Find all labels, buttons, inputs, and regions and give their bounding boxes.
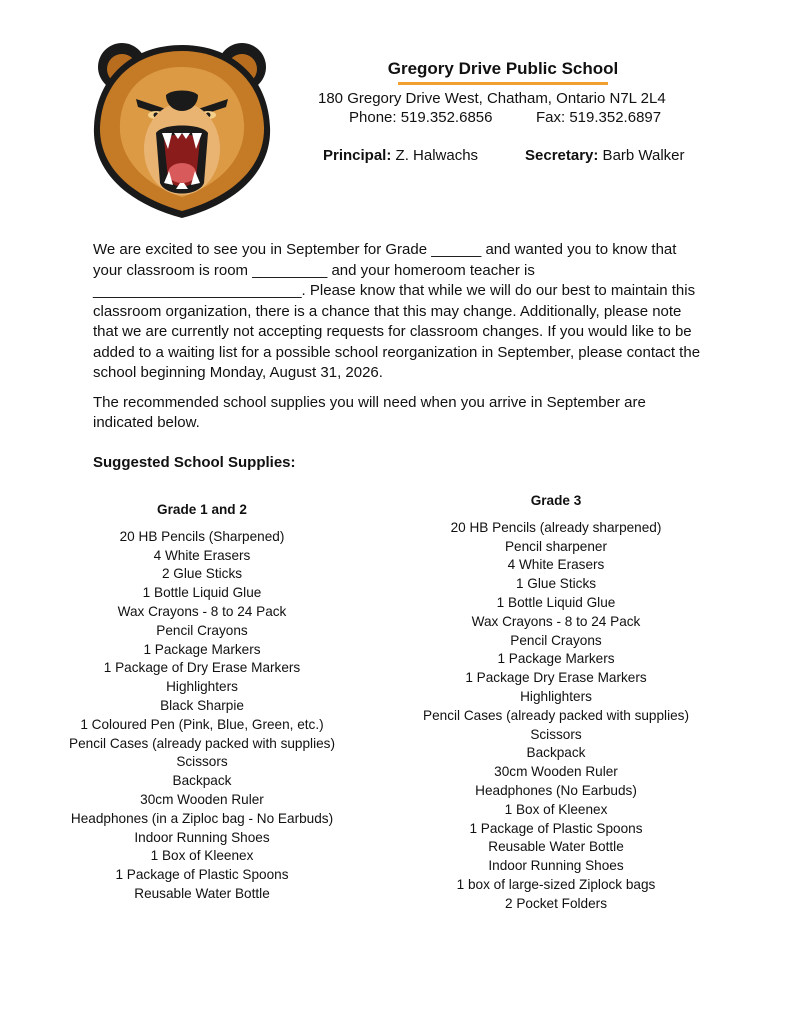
letter-paragraph-1: We are excited to see you in September for Grade ______ and wanted you to know that your classroom is room _________ and your homeroom teacher is _________________________. Please know that while we will do our best to maintain this classroom organization, there is a chance that this may change. Additionally, please note that we are currently not accepting requests for classroom changes. If you would like to be added to a waiting list for a possible school reorganization in September, please contact the school beginning Monday, August 31, 2026. — [93, 241, 701, 381]
supply-item: Pencil sharpener — [504, 538, 607, 554]
supply-item: 4 White Erasers — [507, 557, 605, 573]
supply-item: Scissors — [530, 726, 582, 742]
supply-item: Headphones (in a Ziploc bag - No Earbuds) — [70, 810, 334, 826]
supply-item: 4 White Erasers — [153, 547, 251, 563]
supply-item: Headphones (No Earbuds) — [475, 782, 637, 798]
grade-3-supplies — [406, 492, 706, 914]
bear-mascot-icon — [92, 37, 272, 219]
secretary-name: Barb Walker — [598, 147, 685, 164]
supply-item: Pencil Crayons — [156, 622, 248, 638]
letter-body — [93, 240, 705, 443]
supply-item: 1 Box of Kleenex — [150, 848, 254, 864]
supply-item: 1 Bottle Liquid Glue — [496, 594, 616, 610]
supply-item: Highlighters — [166, 679, 238, 695]
grade-3-title: Grade 3 — [530, 493, 582, 508]
supply-item: 1 Coloured Pen (Pink, Blue, Green, etc.) — [80, 716, 324, 732]
supply-item: Reusable Water Bottle — [488, 839, 624, 855]
supply-item: 2 Glue Sticks — [161, 566, 243, 582]
grade-1-2-title: Grade 1 and 2 — [157, 502, 247, 517]
grade-1-2-supplies — [52, 501, 352, 904]
supply-item: 2 Pocket Folders — [505, 895, 607, 911]
principal-name: Z. Halwachs — [391, 147, 479, 164]
supply-item: 20 HB Pencils (already sharpened) — [450, 519, 662, 535]
supply-item: 1 Package Dry Erase Markers — [465, 670, 647, 686]
fax-number: Fax: 519.352.6897 — [536, 109, 662, 126]
supply-item: Wax Crayons - 8 to 24 Pack — [471, 613, 641, 629]
supply-item: 30cm Wooden Ruler — [494, 764, 618, 780]
supply-item: 20 HB Pencils (Sharpened) — [119, 528, 285, 544]
supply-item: 30cm Wooden Ruler — [140, 791, 264, 807]
title-underline — [398, 82, 608, 85]
supply-item: 1 Package Markers — [497, 651, 615, 667]
supply-item: Backpack — [172, 773, 232, 789]
supply-item: Reusable Water Bottle — [134, 885, 270, 901]
secretary-line — [525, 147, 685, 164]
supply-item: 1 Package of Plastic Spoons — [115, 867, 289, 883]
supply-item: Highlighters — [520, 688, 592, 704]
supply-item: 1 box of large-sized Ziplock bags — [456, 876, 656, 892]
supply-item: Pencil Cases (already packed with supplies) — [69, 735, 335, 751]
supply-item: Scissors — [176, 754, 228, 770]
supply-item: Pencil Cases (already packed with supplies) — [423, 707, 689, 723]
supplies-heading: Suggested School Supplies: — [93, 454, 296, 471]
letter-paragraph-2: The recommended school supplies you will need when you arrive in September are indicated below. — [93, 393, 646, 431]
supply-item: 1 Box of Kleenex — [504, 801, 608, 817]
phone-number: Phone: 519.352.6856 — [349, 109, 493, 126]
supply-item: 1 Package of Dry Erase Markers — [103, 660, 301, 676]
school-address: 180 Gregory Drive West, Chatham, Ontario N7L 2L4 — [318, 90, 666, 107]
principal-line — [323, 147, 478, 164]
supply-item: 1 Package Markers — [143, 641, 261, 657]
supply-item: Indoor Running Shoes — [488, 858, 624, 874]
supply-item: 1 Glue Sticks — [515, 576, 597, 592]
supply-item: 1 Bottle Liquid Glue — [142, 585, 262, 601]
grade-3-list — [406, 519, 706, 914]
supply-item: Indoor Running Shoes — [134, 829, 270, 845]
principal-label: Principal: — [323, 147, 392, 164]
school-name: Gregory Drive Public School — [387, 59, 619, 78]
supply-item: Black Sharpie — [160, 697, 244, 713]
grade-1-2-list — [52, 528, 352, 904]
supply-item: Backpack — [526, 745, 586, 761]
supply-item: Wax Crayons - 8 to 24 Pack — [117, 603, 287, 619]
secretary-label: Secretary: — [525, 147, 599, 164]
supply-item: 1 Package of Plastic Spoons — [469, 820, 643, 836]
supply-item: Pencil Crayons — [510, 632, 602, 648]
